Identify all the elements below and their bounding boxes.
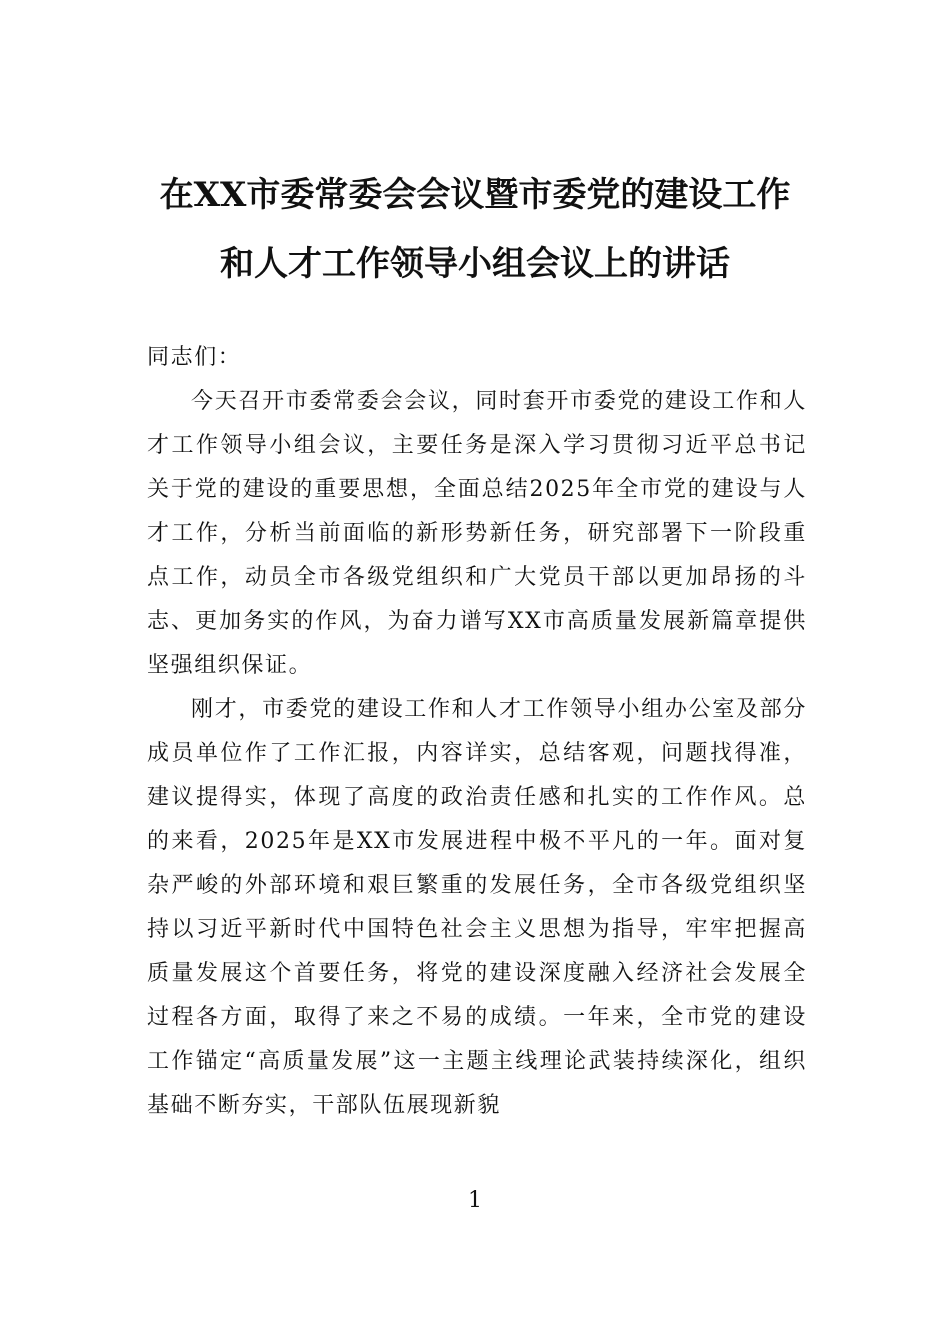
salutation: 同志们： <box>147 345 242 370</box>
paragraph-2: 刚才，市委党的建设工作和人才工作领导小组办公室及部分成员单位作了工作汇报，内容详实，总结客观，问题找得准，建议提得实，体现了高度的政治责任感和扎实的工作作风。总的来看，2025年是XX市发展进程中极不平凡的一年。面对复杂严峻的外部环境和艰巨繁重的发展任务，全市各级党组织坚持以习近平新时代中国特色社会主义思想为指导，牢牢把握高质量发展这个首要任务，将党的建设深度融入经济社会发展全过程各方面，取得了来之不易的成绩。一年来，全市党的建设工作锚定“高质量发展”这一主题主线理论武装持续深化，组织基础不断夯实，干部队伍展现新貌 <box>147 697 807 1118</box>
document-title-line-1: 在XX市委常委会会议暨市委党的建设工作 <box>159 175 791 215</box>
document-body <box>147 336 807 1128</box>
document-title-line-2: 和人才工作领导小组会议上的讲话 <box>220 244 730 284</box>
page-number: 1 <box>468 1188 482 1213</box>
paragraph-1: 今天召开市委常委会会议，同时套开市委党的建设工作和人才工作领导小组会议，主要任务是深入学习贯彻习近平总书记关于党的建设的重要思想，全面总结2025年全市党的建设与人才工作，分析当前面临的新形势新任务，研究部署下一阶段重点工作，动员全市各级党组织和广大党员干部以更加昂扬的斗志、更加务实的作风，为奋力谱写XX市高质量发展新篇章提供坚强组织保证。 <box>147 389 807 678</box>
